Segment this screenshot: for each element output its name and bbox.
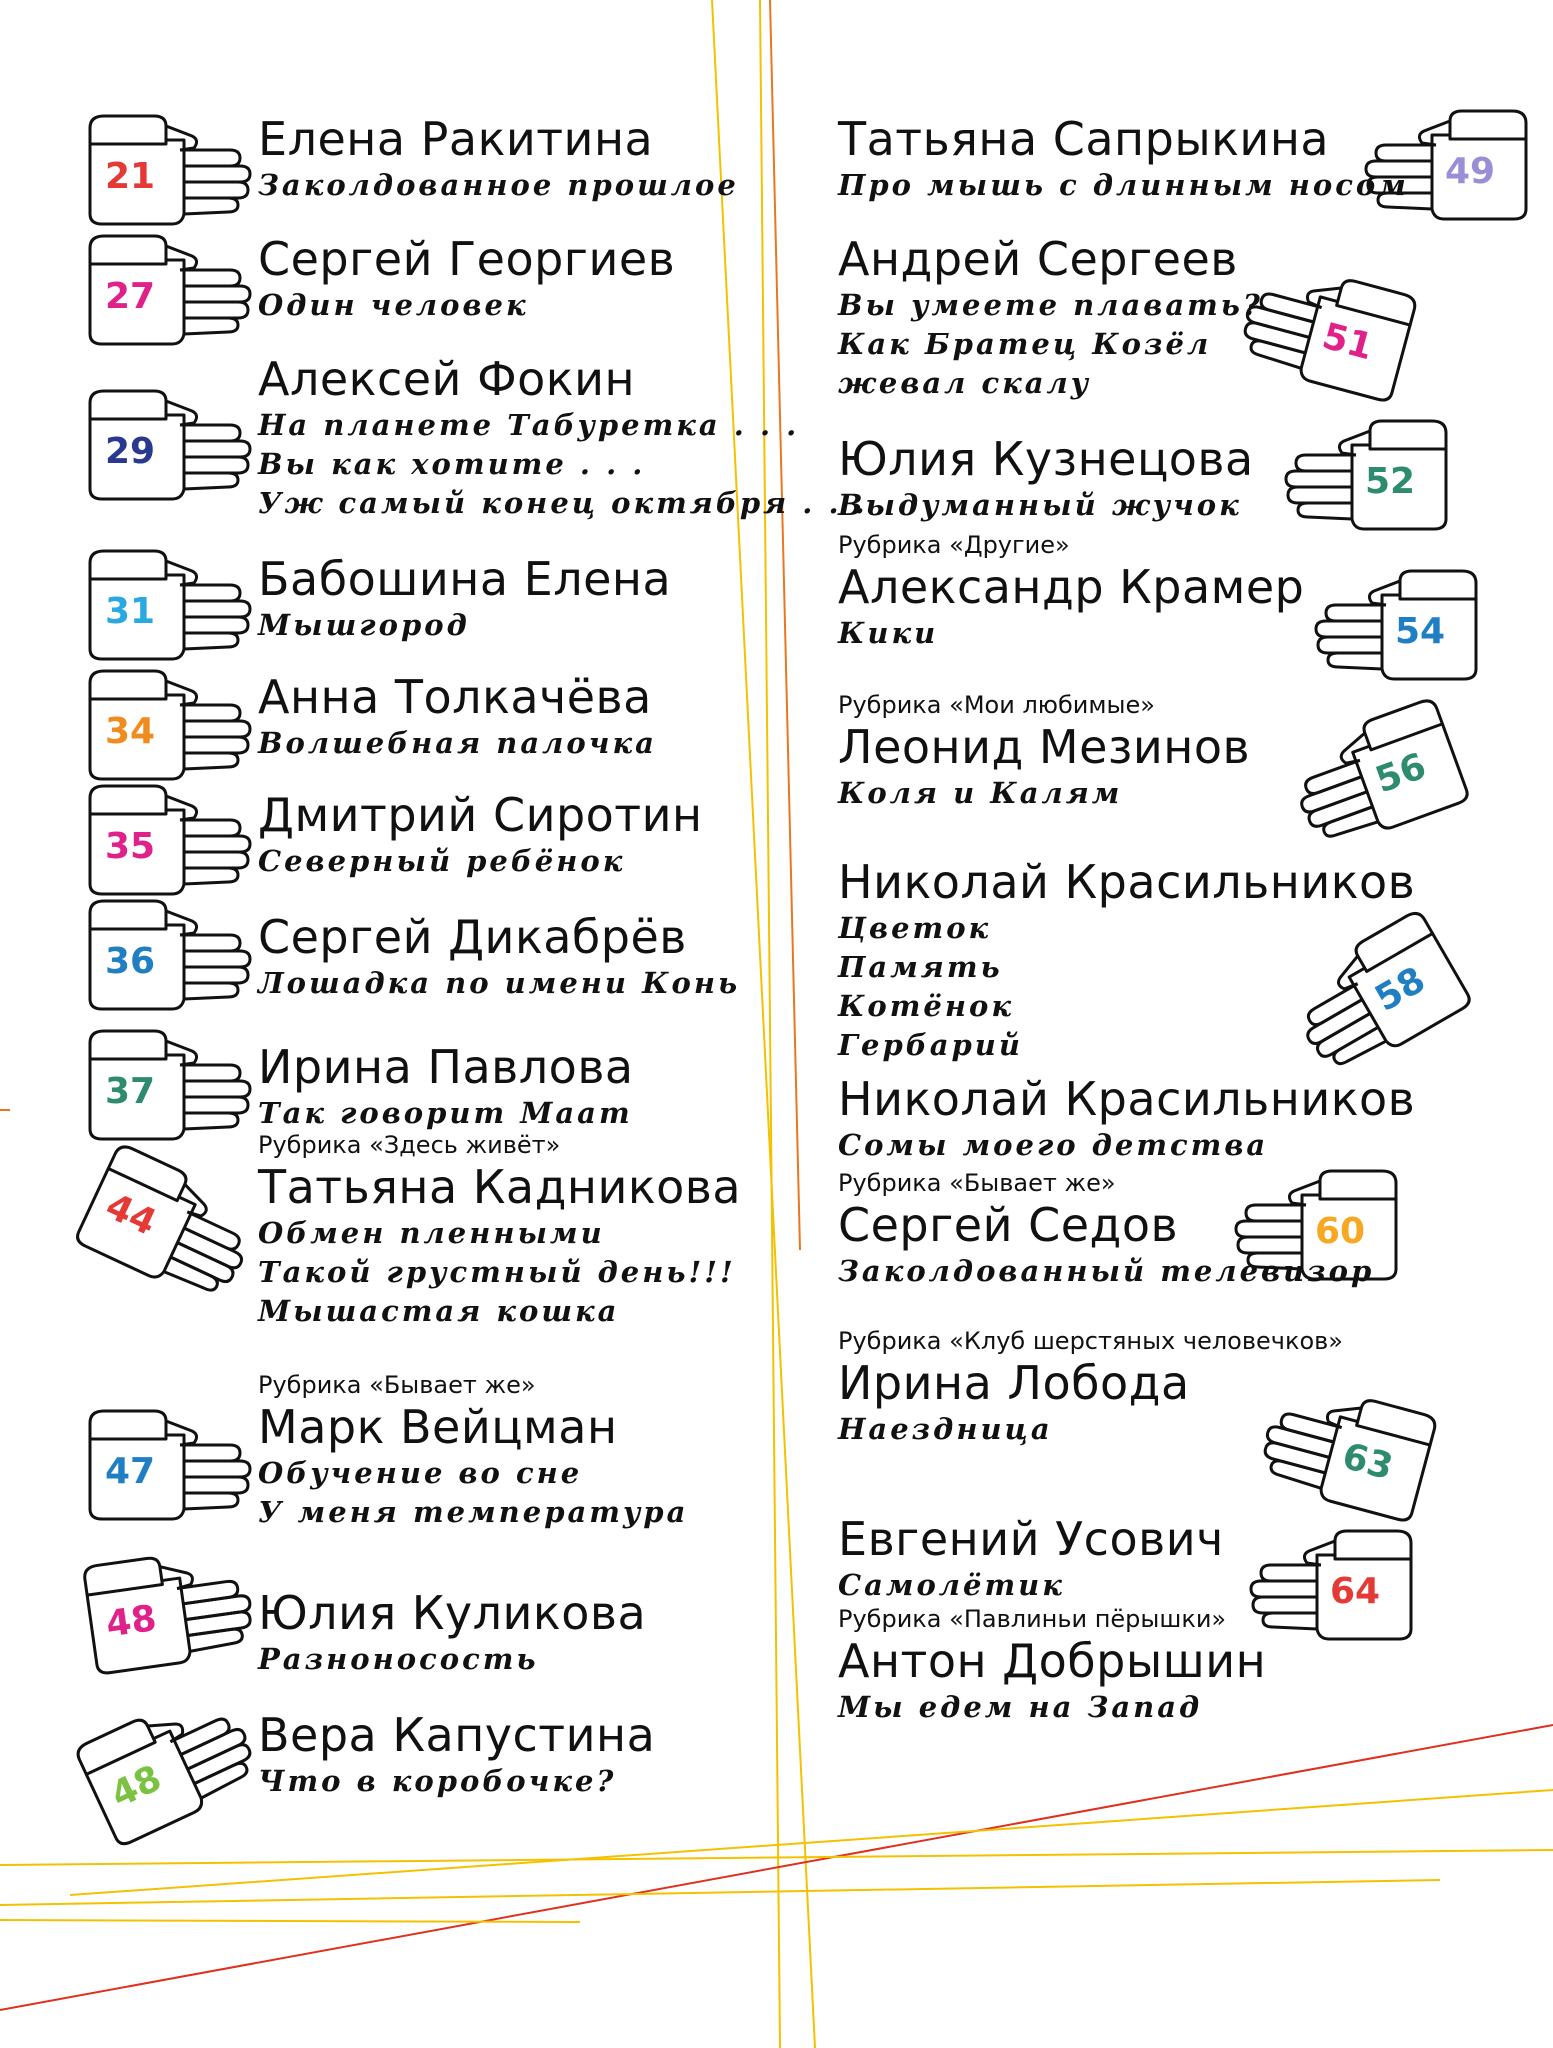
work-title[interactable]: Память	[838, 950, 1003, 984]
hand-icon	[63, 1133, 273, 1316]
author-name: Сергей Георгиев	[258, 232, 676, 286]
author-name: Алексей Фокин	[258, 352, 636, 406]
hand-icon	[73, 1538, 264, 1681]
work-titles	[838, 1566, 1553, 1605]
hand-icon	[1280, 415, 1456, 535]
work-title[interactable]: Заколдованное прошлое	[258, 168, 739, 202]
work-title[interactable]: Сомы моего детства	[838, 1128, 1269, 1162]
work-title[interactable]: У меня температура	[258, 1495, 689, 1529]
page-number: 36	[104, 941, 156, 982]
page-number: 49	[1444, 151, 1496, 192]
hand-icon	[1360, 105, 1536, 225]
author-name: Леонид Мезинов	[838, 720, 1251, 774]
page-number: 48	[104, 1757, 168, 1817]
work-titles	[258, 606, 778, 645]
page-number: 37	[104, 1071, 156, 1112]
page-number: 31	[104, 591, 156, 632]
author-name: Николай Красильников	[838, 1072, 1416, 1126]
work-title[interactable]: Как Братец Козёл	[838, 327, 1212, 361]
work-titles	[258, 724, 778, 763]
hand-icon	[1310, 565, 1486, 685]
work-title[interactable]: Выдуманный жучок	[838, 488, 1242, 522]
page-number: 54	[1394, 611, 1446, 652]
work-titles	[838, 1688, 1553, 1727]
rubric-label: Рубрика «Мои любимые»	[838, 691, 1155, 719]
work-titles	[258, 1214, 778, 1331]
work-title[interactable]: Кики	[838, 616, 939, 650]
hand-icon	[80, 780, 256, 900]
rubric-label: Рубрика «Другие»	[838, 531, 1070, 559]
rubric-label: Рубрика «Павлиньи пёрышки»	[838, 1605, 1227, 1633]
rubric-label: Рубрика «Бывает же»	[258, 1371, 536, 1399]
page-number: 29	[104, 431, 156, 472]
work-title[interactable]: жевал скалу	[838, 366, 1092, 400]
author-name: Сергей Дикабрёв	[258, 910, 687, 964]
work-titles	[838, 286, 1553, 403]
hand-icon	[80, 230, 256, 350]
work-title[interactable]: Волшебная палочка	[258, 726, 657, 760]
page-number: 48	[103, 1597, 159, 1646]
hand-icon	[80, 545, 256, 665]
work-title[interactable]: Что в коробочке?	[258, 1764, 617, 1798]
work-title[interactable]: Вы как хотите . . .	[258, 447, 646, 481]
work-title[interactable]: Северный ребёнок	[258, 844, 626, 878]
work-title[interactable]: Один человек	[258, 288, 529, 322]
work-title[interactable]: На планете Табуретка . . .	[258, 408, 800, 442]
page-number: 52	[1364, 461, 1416, 502]
work-title[interactable]: Мышастая кошка	[258, 1294, 620, 1328]
hand-icon	[80, 895, 256, 1015]
author-name: Вера Капустина	[258, 1708, 656, 1762]
work-title[interactable]: Обучение во сне	[258, 1456, 583, 1490]
author-name: Александр Крамер	[838, 560, 1305, 614]
author-name: Юлия Куликова	[258, 1586, 647, 1640]
page-number: 21	[104, 156, 156, 197]
author-name: Сергей Седов	[838, 1198, 1179, 1252]
author-name: Бабошина Елена	[258, 552, 672, 606]
page-number: 56	[1370, 745, 1432, 802]
work-titles	[838, 1252, 1553, 1291]
page-number: 35	[104, 826, 156, 867]
author-name: Анна Толкачёва	[258, 670, 652, 724]
work-title[interactable]: Уж самый конец октября . . .	[258, 486, 868, 520]
page-number: 47	[104, 1451, 156, 1492]
hand-icon	[80, 1025, 256, 1145]
hand-icon	[80, 385, 256, 505]
page-number: 58	[1368, 959, 1433, 1020]
work-titles	[258, 1454, 778, 1532]
work-title[interactable]: Самолётик	[838, 1568, 1065, 1602]
work-titles	[258, 166, 778, 205]
hand-icon	[80, 110, 256, 230]
rubric-label: Рубрика «Клуб шерстяных человечков»	[838, 1327, 1343, 1355]
work-title[interactable]: Мы едем на Запад	[838, 1690, 1203, 1724]
work-titles	[258, 1762, 778, 1801]
work-title[interactable]: Заколдованный телевизор	[838, 1254, 1375, 1288]
work-title[interactable]: Так говорит Маат	[258, 1096, 633, 1130]
page-number: 64	[1329, 1571, 1381, 1612]
work-title[interactable]: Гербарий	[838, 1028, 1023, 1062]
page-number: 27	[104, 276, 156, 317]
author-name: Ирина Павлова	[258, 1040, 634, 1094]
hand-icon	[80, 665, 256, 785]
work-title[interactable]: Вы умеете плавать?	[838, 288, 1263, 322]
work-title[interactable]: Про мышь с длинным носом	[838, 168, 1409, 202]
work-title[interactable]: Мышгород	[258, 608, 470, 642]
work-title[interactable]: Цветок	[838, 911, 992, 945]
hand-icon	[80, 1405, 256, 1525]
work-title[interactable]: Обмен пленными	[258, 1216, 605, 1250]
rubric-label: Рубрика «Бывает же»	[838, 1169, 1116, 1197]
work-titles	[258, 964, 778, 1003]
page-number: 63	[1338, 1435, 1398, 1489]
work-title[interactable]: Наездница	[838, 1412, 1053, 1446]
page-number: 51	[1318, 315, 1378, 369]
author-name: Андрей Сергеев	[838, 232, 1238, 286]
hand-icon	[63, 1673, 273, 1856]
work-titles	[258, 1640, 778, 1679]
author-name: Антон Добрышин	[838, 1634, 1267, 1688]
work-titles	[258, 1094, 778, 1133]
author-name: Евгений Усович	[838, 1512, 1224, 1566]
work-title[interactable]: Коля и Калям	[838, 776, 1123, 810]
page-number: 44	[99, 1185, 163, 1244]
work-titles	[258, 286, 778, 325]
work-titles	[258, 406, 868, 523]
work-title[interactable]: Котёнок	[838, 989, 1014, 1023]
author-name: Николай Красильников	[838, 855, 1416, 909]
author-name: Татьяна Кадникова	[258, 1160, 742, 1214]
author-name: Елена Ракитина	[258, 112, 654, 166]
work-title[interactable]: Разноносость	[258, 1642, 539, 1676]
work-titles	[258, 842, 778, 881]
work-title[interactable]: Такой грустный день!!!	[258, 1255, 736, 1289]
author-name: Дмитрий Сиротин	[258, 788, 703, 842]
author-name: Ирина Лобода	[838, 1356, 1190, 1410]
hand-icon	[1230, 1165, 1406, 1285]
page-number: 34	[104, 711, 156, 752]
author-name: Юлия Кузнецова	[838, 432, 1254, 486]
author-name: Татьяна Сапрыкина	[838, 112, 1330, 166]
author-name: Марк Вейцман	[258, 1400, 618, 1454]
work-title[interactable]: Лошадка по имени Конь	[258, 966, 741, 1000]
rubric-label: Рубрика «Здесь живёт»	[258, 1131, 561, 1159]
page-number: 60	[1314, 1211, 1366, 1252]
work-titles	[838, 1126, 1553, 1165]
